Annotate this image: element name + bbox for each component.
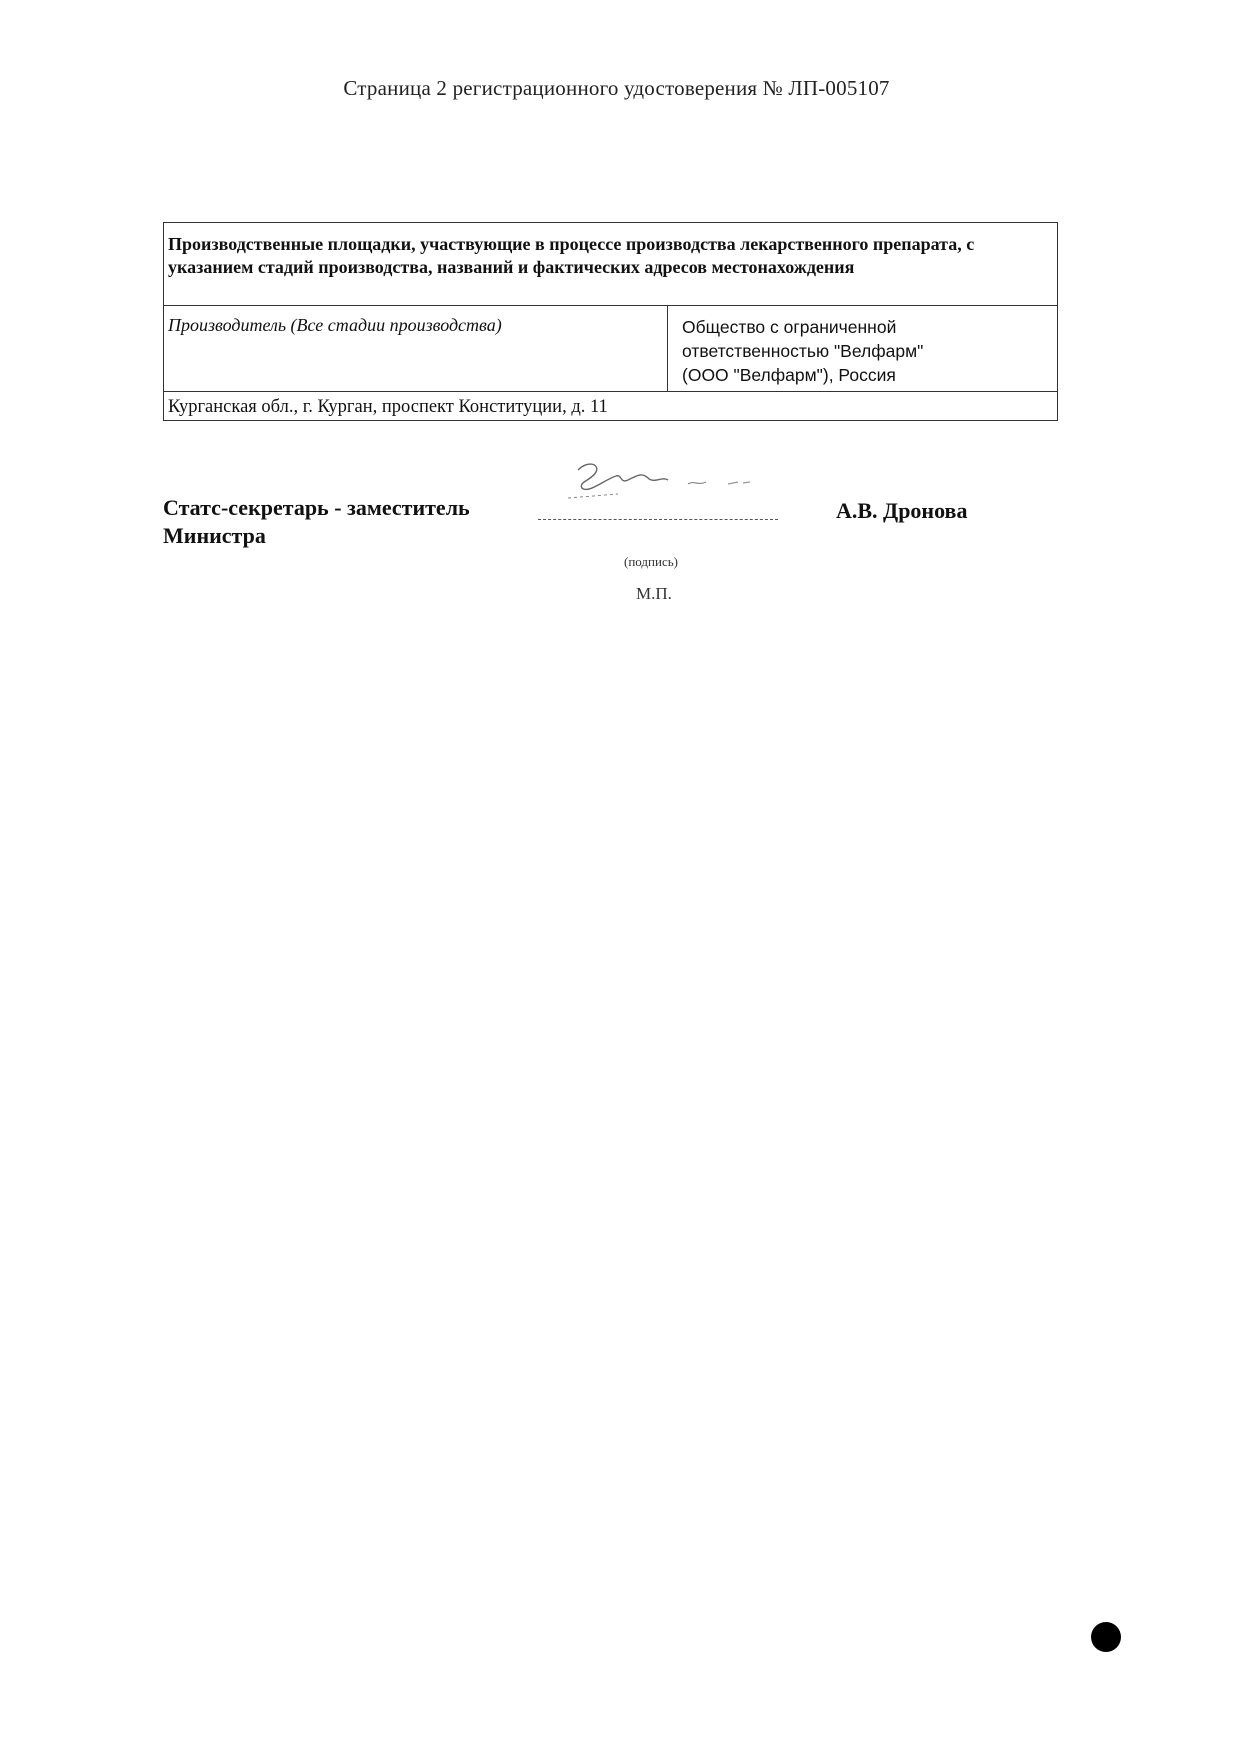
producer-address: Курганская обл., г. Курган, проспект Конституции, д. 11 [164,392,1058,421]
producer-role: Производитель (Все стадии производства) [164,306,668,392]
organization-line: ответственностью "Велфарм" [682,341,924,361]
page-mark-dot [1091,1622,1121,1652]
signatory-position [163,494,543,550]
table-header-row [164,223,1058,306]
table-row [164,392,1058,421]
table-row [164,306,1058,392]
signature-caption: (подпись) [624,554,678,569]
organization-line: (ООО "Велфарм"), Россия [682,365,896,385]
production-sites-table [163,222,1058,421]
producer-organization [668,306,1058,392]
stamp-place-label: М.П. [636,584,672,603]
signature-line [538,519,778,520]
signatory-position-line: Статс-секретарь - заместитель [163,495,470,520]
signatory-position-line: Министра [163,523,266,548]
organization-line: Общество с ограниченной [682,317,897,337]
handwritten-signature [538,450,818,530]
table-heading: Производственные площадки, участвующие в процессе производства лекарственного препарата, с указанием стадий производства, названий и фактических адресов местонахождения [164,223,1058,306]
signatory-name: А.В. Дронова [836,498,968,523]
page-header: Страница 2 регистрационного удостоверения № ЛП-005107 [343,76,890,100]
